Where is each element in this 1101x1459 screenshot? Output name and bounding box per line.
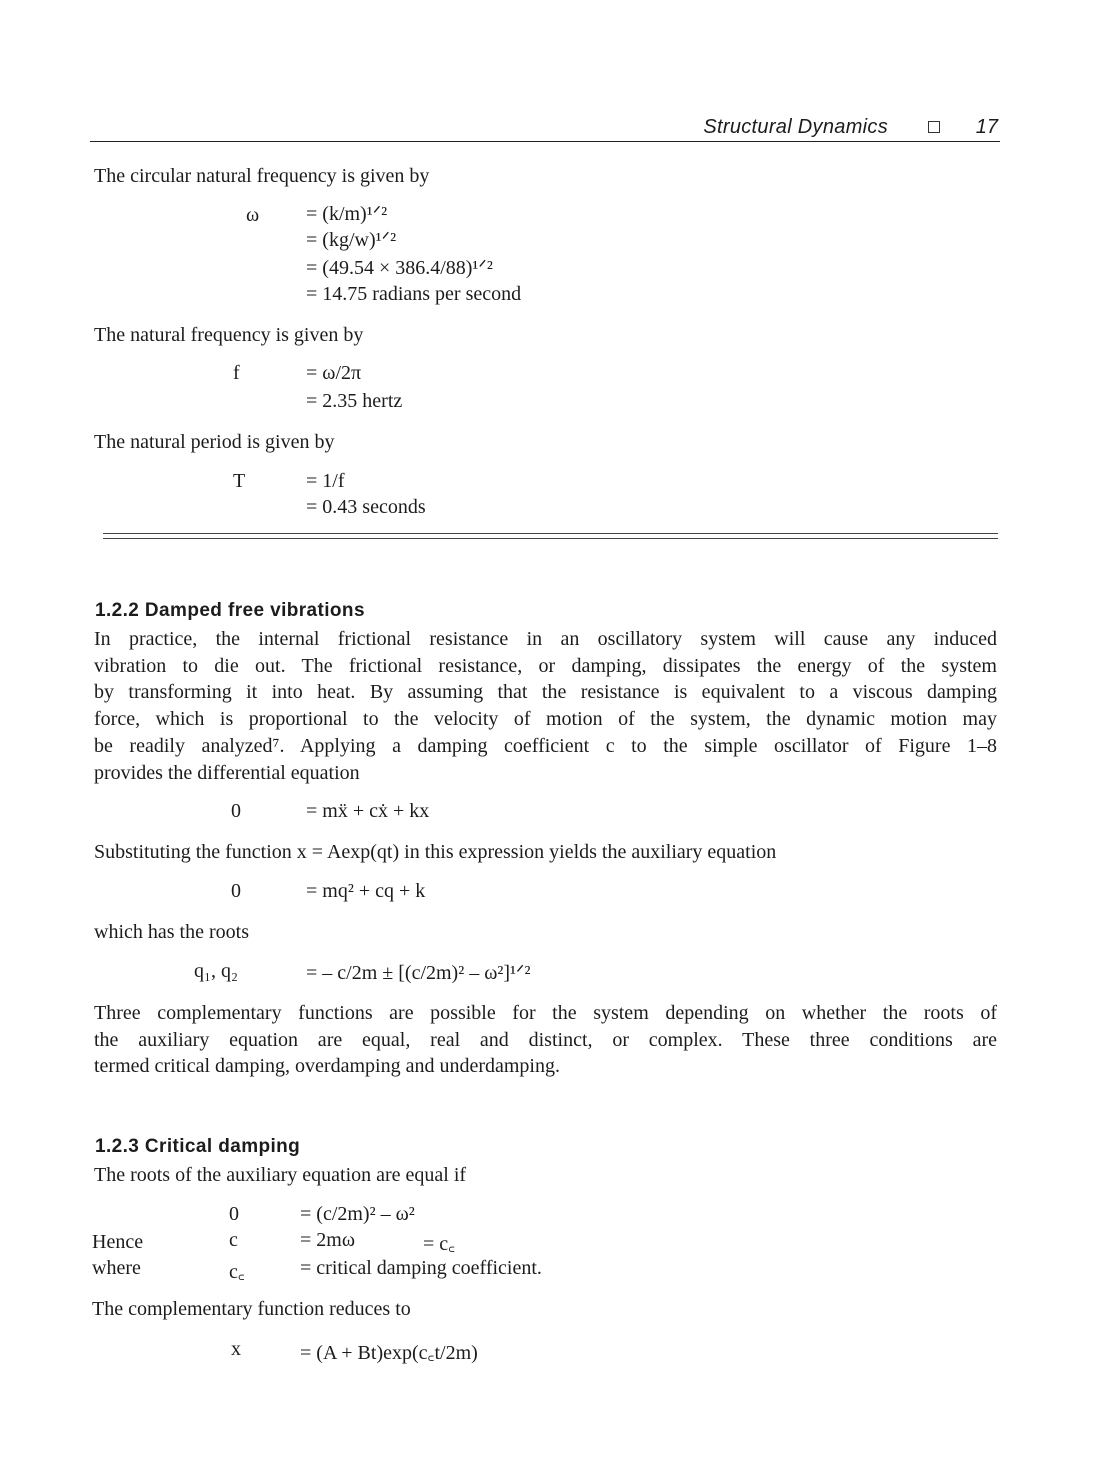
header-square-icon: [928, 121, 940, 133]
omega-equation-2: = (kg/w)¹ᐟ²: [306, 229, 397, 251]
paragraph-line: be readily analyzed⁷. Applying a damping coefficient c to the simple oscillator of Figure 1–8: [94, 734, 997, 757]
section-heading-1-2-2: 1.2.2 Damped free vibrations: [95, 600, 365, 621]
intro-natural-frequency: The natural frequency is given by: [94, 324, 364, 346]
substitution-sentence: Substituting the function x = Aexp(qt) in this expression yields the auxiliary equation: [94, 841, 777, 863]
roots-lhs: q₁, q₂: [194, 960, 238, 982]
omega-equation-4: = 14.75 radians per second: [306, 283, 522, 305]
header-title: Structural Dynamics: [703, 116, 888, 138]
f-equation-1: = ω/2π: [306, 362, 362, 384]
critical-eq3-lhs: c꜀: [229, 1261, 245, 1283]
hence-label: Hence: [92, 1231, 144, 1253]
roots-rhs: = – c/2m ± [(c/2m)² – ω²]¹ᐟ²: [306, 962, 531, 984]
f-equation-2: = 2.35 hertz: [306, 390, 403, 412]
complementary-function-rhs: = (A + Bt)exp(c꜀t/2m): [300, 1342, 478, 1364]
omega-equation-1: = (k/m)¹ᐟ²: [306, 203, 388, 225]
roots-intro: which has the roots: [94, 921, 249, 943]
critical-eq3-rhs: = critical damping coefficient.: [300, 1257, 542, 1279]
f-symbol: f: [233, 362, 240, 384]
T-equation-2: = 0.43 seconds: [306, 496, 426, 518]
auxiliary-equation-lhs: 0: [231, 880, 241, 902]
T-equation-1: = 1/f: [306, 470, 345, 492]
paragraph-line: In practice, the internal frictional resistance in an oscillatory system will cause any induced: [94, 628, 997, 650]
section-heading-1-2-3: 1.2.3 Critical damping: [95, 1136, 301, 1157]
critical-eq1-lhs: 0: [229, 1203, 239, 1225]
paragraph-line: by transforming it into heat. By assuming that the resistance is equivalent to a viscous damping: [94, 681, 997, 704]
paragraph-line: the auxiliary equation are equal, real and distinct, or complex. These three conditions are: [94, 1028, 997, 1051]
paragraph-line: force, which is proportional to the velocity of motion of the system, the dynamic motion may: [94, 708, 997, 731]
paragraph-line: termed critical damping, overdamping and underdamping.: [94, 1055, 560, 1078]
omega-equation-3: = (49.54 × 386.4/88)¹ᐟ²: [306, 257, 493, 279]
example-end-rule-bottom: [103, 538, 998, 539]
paragraph-line: vibration to die out. The frictional resistance, or damping, dissipates the energy of the system: [94, 654, 997, 677]
damped-vibrations-paragraph: [94, 626, 997, 786]
auxiliary-equation-rhs: = mq² + cq + k: [306, 880, 426, 902]
intro-circular-frequency: The circular natural frequency is given by: [94, 165, 430, 187]
critical-damping-intro: The roots of the auxiliary equation are equal if: [94, 1164, 467, 1186]
complementary-function-lhs: x: [231, 1338, 241, 1360]
critical-eq2-extra: = c꜀: [423, 1233, 456, 1255]
where-label: where: [92, 1257, 141, 1279]
paragraph-line: provides the differential equation: [94, 761, 360, 784]
omega-symbol: ω: [246, 204, 260, 226]
equation-of-motion-lhs: 0: [231, 800, 241, 822]
T-symbol: T: [233, 470, 246, 492]
intro-natural-period: The natural period is given by: [94, 431, 335, 453]
page-number: 17: [975, 116, 998, 138]
paragraph-line: Three complementary functions are possible for the system depending on whether the roots of: [94, 1002, 997, 1024]
running-header: [90, 113, 1000, 142]
example-end-rule-top: [103, 533, 998, 534]
critical-eq1-rhs: = (c/2m)² – ω²: [300, 1203, 415, 1225]
critical-eq2-rhs: = 2mω: [300, 1229, 355, 1251]
critical-eq2-lhs: c: [229, 1229, 238, 1251]
equation-of-motion-rhs: = mẍ + cẋ + kx: [306, 800, 430, 822]
complementary-functions-paragraph: [94, 1000, 997, 1080]
reduces-sentence: The complementary function reduces to: [92, 1298, 411, 1320]
